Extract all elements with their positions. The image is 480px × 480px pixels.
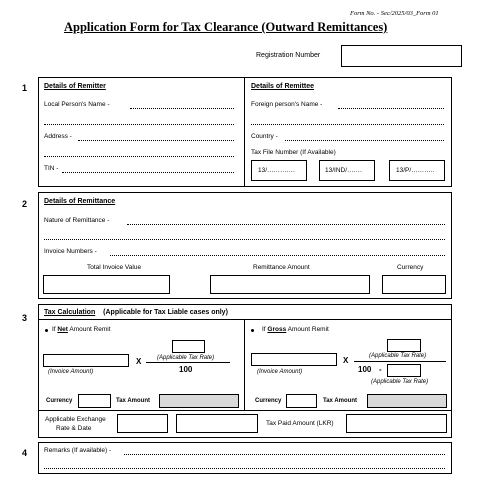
exchange-rate-label-2: Rate & Date [56, 425, 92, 432]
tax-calc-subheading: (Applicable for Tax Liable cases only) [103, 309, 228, 316]
net-heading-suffix: Amount Remit [67, 326, 111, 333]
net-invoice-amount-field[interactable] [43, 354, 129, 367]
gross-invoice-amount-label: (Invoice Amount) [257, 369, 303, 375]
registration-number-field[interactable] [341, 45, 462, 67]
net-invoice-amount-label: (Invoice Amount) [48, 369, 94, 375]
local-person-name-label: Local Person's Name - [44, 101, 110, 108]
tax-calc-heading-text: Tax Calculation [44, 309, 96, 316]
tfn-box-1-text: 13/…………. [258, 167, 295, 174]
gross-tax-rate-field-2[interactable] [387, 364, 421, 377]
foreign-person-name-label: Foreign person's Name - [251, 101, 323, 108]
exchange-rate-label-1: Applicable Exchange [45, 416, 106, 423]
net-heading-keyword: Net [57, 326, 68, 333]
currency-field[interactable] [382, 275, 446, 294]
gross-heading-suffix: Amount Remit [286, 326, 329, 333]
gross-tax-rate-label-2: (Applicable Tax Rate) [371, 379, 429, 385]
tax-paid-amount-label: Tax Paid Amount (LKR) [266, 420, 334, 427]
tfn-box-3-text: 13/P/……….. [396, 167, 435, 174]
tax-paid-amount-field[interactable] [346, 414, 447, 433]
gross-heading [262, 327, 329, 334]
section-number-1: 1 [22, 83, 28, 93]
section-number-3: 3 [22, 313, 28, 323]
remittance-heading: Details of Remittance [44, 198, 116, 205]
gross-tax-amount-label: Tax Amount [323, 398, 357, 404]
form-title: Application Form for Tax Clearance (Outward Remittances) [64, 20, 388, 34]
form-number: Form No. - Sec/2025/03_Form 01 [350, 10, 439, 17]
currency-label: Currency [397, 264, 424, 271]
gross-heading-keyword: Gross [267, 326, 287, 333]
address-line2[interactable] [44, 156, 234, 157]
total-invoice-value-label: Total Invoice Value [87, 264, 142, 271]
tax-calc-divider [244, 319, 245, 410]
gross-invoice-amount-field[interactable] [251, 353, 337, 366]
tax-calc-heading [44, 309, 228, 316]
exchange-rate-field[interactable] [117, 414, 168, 433]
remarks-field[interactable] [124, 454, 445, 455]
gross-denominator: 100 [358, 365, 372, 374]
remittance-amount-label: Remittance Amount [253, 264, 310, 271]
remarks-line2[interactable] [44, 468, 445, 469]
registration-number-label: Registration Number [256, 52, 321, 59]
net-tax-rate-label: (Applicable Tax Rate) [157, 355, 215, 361]
gross-tax-rate-field[interactable] [387, 339, 421, 352]
net-tax-amount-field[interactable] [159, 394, 239, 408]
gross-heading-prefix: If [262, 326, 268, 333]
net-heading [52, 327, 111, 334]
net-fraction-line [146, 362, 230, 363]
tax-calc-header-rule [38, 319, 452, 320]
invoice-numbers-field[interactable] [110, 255, 445, 256]
nature-of-remittance-field[interactable] [127, 224, 445, 225]
address-field[interactable] [78, 140, 234, 141]
section-1-divider [244, 77, 245, 187]
net-heading-prefix: If [52, 326, 58, 333]
net-tax-amount-label: Tax Amount [116, 398, 150, 404]
country-label: Country - [251, 133, 278, 140]
remitter-heading: Details of Remitter [44, 83, 106, 90]
gross-tax-amount-field[interactable] [367, 394, 447, 408]
remittee-heading: Details of Remittee [251, 83, 315, 90]
country-field[interactable] [285, 140, 444, 141]
exchange-date-field[interactable] [176, 414, 258, 433]
gross-bullet-icon [251, 329, 254, 332]
invoice-numbers-label: Invoice Numbers - [44, 248, 97, 255]
foreign-person-name-field[interactable] [338, 108, 444, 109]
tin-label: TIN - [44, 165, 59, 172]
tax-file-number-label: Tax File Number (If Available) [251, 149, 336, 156]
gross-multiply: X [343, 356, 349, 365]
remarks-label: Remarks (If available) - [44, 447, 112, 454]
local-person-name-line2[interactable] [44, 124, 234, 125]
gross-fraction-line [354, 361, 446, 362]
foreign-person-name-line2[interactable] [251, 124, 444, 125]
gross-minus: - [379, 365, 382, 374]
tax-calc-bottom-rule [38, 410, 452, 411]
section-number-4: 4 [22, 448, 28, 458]
local-person-name-field[interactable] [130, 108, 234, 109]
tfn-box-2-text: 13/IND/……. [325, 167, 362, 174]
gross-currency-field[interactable] [286, 394, 317, 408]
net-currency-field[interactable] [78, 394, 111, 408]
nature-of-remittance-line2[interactable] [44, 239, 445, 240]
total-invoice-value-field[interactable] [43, 275, 170, 294]
address-label: Address - [44, 133, 72, 140]
net-currency-label: Currency [46, 398, 73, 404]
gross-tax-rate-label: (Applicable Tax Rate) [369, 353, 427, 359]
net-tax-rate-field[interactable] [172, 340, 205, 353]
net-bullet-icon [45, 329, 48, 332]
tin-field[interactable] [62, 172, 234, 173]
net-denominator: 100 [179, 365, 193, 374]
nature-of-remittance-label: Nature of Remittance - [44, 217, 110, 224]
net-multiply: X [136, 357, 142, 366]
section-number-2: 2 [22, 199, 28, 209]
gross-currency-label: Currency [255, 398, 282, 404]
remittance-amount-field[interactable] [210, 275, 370, 294]
